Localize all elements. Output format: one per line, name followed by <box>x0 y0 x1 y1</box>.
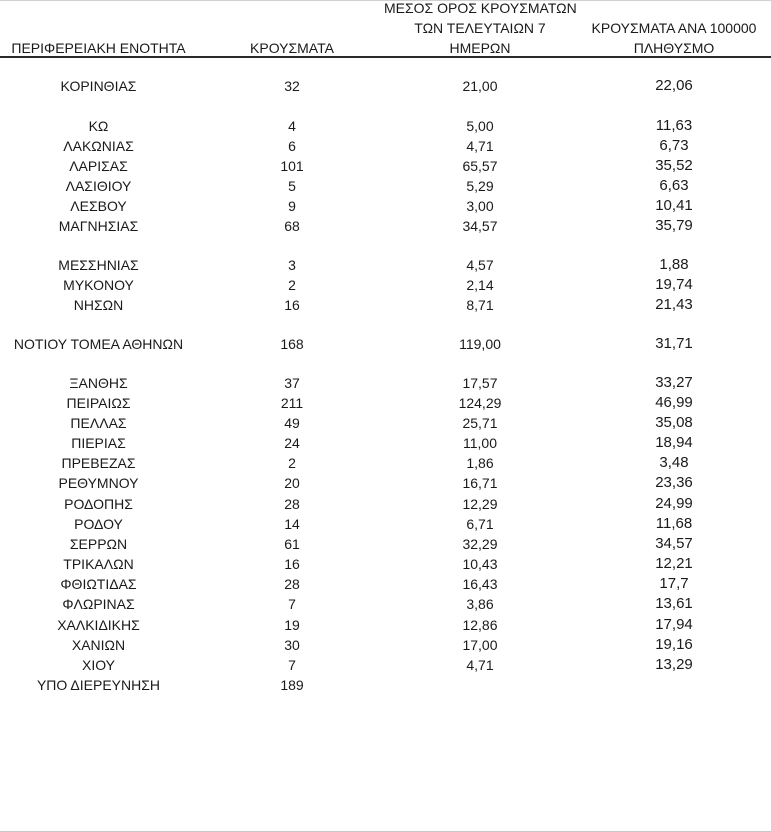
cases-value: 7 <box>288 596 296 612</box>
average-value: 4,71 <box>466 138 494 154</box>
region-name: ΧΑΛΚΙΔΙΚΗΣ <box>57 617 140 633</box>
cases-value: 4 <box>288 118 296 134</box>
region-name: ΦΘΙΩΤΙΔΑΣ <box>60 576 137 592</box>
average-value: 25,71 <box>462 415 498 431</box>
header-average-line: ΤΩΝ ΤΕΛΕΥΤΑΙΩΝ 7 <box>414 20 546 36</box>
average-value: 4,57 <box>466 257 494 273</box>
table-row <box>0 413 771 433</box>
table-row <box>0 594 771 614</box>
average-value: 17,00 <box>462 637 498 653</box>
table-row <box>0 295 771 315</box>
region-name: ΜΕΣΣΗΝΙΑΣ <box>58 257 139 273</box>
average-value: 5,29 <box>466 178 494 194</box>
region-name: ΥΠΟ ΔΙΕΡΕΥΝΗΣΗ <box>36 677 161 693</box>
header-cases <box>242 38 342 58</box>
header-average-line: ΗΜΕΡΩΝ <box>449 40 511 56</box>
per-100k-value: 1,88 <box>659 256 689 273</box>
cases-value: 101 <box>280 158 304 174</box>
cases-value: 68 <box>284 218 300 234</box>
region-name: ΣΕΡΡΩΝ <box>69 536 128 552</box>
cases-value: 3 <box>288 257 296 273</box>
cases-value: 37 <box>284 375 300 391</box>
cases-value: 24 <box>284 435 300 451</box>
per-100k-value: 21,43 <box>655 296 693 313</box>
cases-value: 211 <box>280 395 304 411</box>
cases-value: 28 <box>284 576 300 592</box>
per-100k-value: 18,94 <box>655 434 693 451</box>
cases-value: 14 <box>284 516 300 532</box>
table-row <box>0 176 771 196</box>
region-name: ΛΑΚΩΝΙΑΣ <box>63 138 134 154</box>
average-value: 12,86 <box>462 617 498 633</box>
average-value: 21,00 <box>462 78 498 94</box>
average-value: 8,71 <box>466 297 494 313</box>
cases-value: 6 <box>288 138 296 154</box>
cases-value: 168 <box>280 336 304 352</box>
table-row <box>0 275 771 295</box>
cases-value: 189 <box>280 677 304 693</box>
average-value: 1,86 <box>466 455 494 471</box>
region-name: ΠΕΛΛΑΣ <box>70 415 127 431</box>
header-region-label: ΠΕΡΙΦΕΡΕΙΑΚΗ ΕΝΟΤΗΤΑ <box>11 40 186 56</box>
table-row <box>0 255 771 275</box>
per-100k-value: 35,79 <box>655 217 693 234</box>
cases-value: 30 <box>284 637 300 653</box>
region-name: ΧΙΟΥ <box>81 657 115 673</box>
average-value: 34,57 <box>462 218 498 234</box>
table-row <box>0 156 771 176</box>
average-value: 12,29 <box>462 496 498 512</box>
table-row <box>0 635 771 655</box>
header-per-100k <box>578 18 770 58</box>
per-100k-value: 33,27 <box>655 374 693 391</box>
table-row <box>0 473 771 493</box>
table-row <box>0 534 771 554</box>
table-row <box>0 453 771 473</box>
cases-value: 9 <box>288 198 296 214</box>
cases-value: 49 <box>284 415 300 431</box>
average-value: 11,00 <box>463 435 497 451</box>
table-row <box>0 433 771 453</box>
table-row <box>0 116 771 136</box>
region-name: ΛΕΣΒΟΥ <box>70 198 127 214</box>
cases-value: 16 <box>284 556 300 572</box>
region-name: ΤΡΙΚΑΛΩΝ <box>63 556 134 572</box>
header-average-line: ΜΕΣΟΣ ΟΡΟΣ ΚΡΟΥΣΜΑΤΩΝ <box>384 0 577 16</box>
per-100k-value: 19,16 <box>655 636 693 653</box>
cases-value: 2 <box>288 277 296 293</box>
header-average <box>384 0 576 58</box>
per-100k-value: 12,21 <box>655 555 693 572</box>
per-100k-value: 46,99 <box>655 394 693 411</box>
table-row <box>0 76 771 96</box>
region-name: ΝΗΣΩΝ <box>73 297 124 313</box>
region-name: ΦΛΩΡΙΝΑΣ <box>62 596 135 612</box>
cases-value: 32 <box>284 78 300 94</box>
per-100k-value: 13,29 <box>655 656 693 673</box>
table-row <box>0 136 771 156</box>
average-value: 16,71 <box>462 475 498 491</box>
average-value: 32,29 <box>462 536 498 552</box>
table-row <box>0 574 771 594</box>
cases-value: 2 <box>288 455 296 471</box>
per-100k-value: 10,41 <box>655 197 693 214</box>
average-value: 124,29 <box>458 395 502 411</box>
table-row <box>0 514 771 534</box>
average-value: 4,71 <box>466 657 494 673</box>
average-value: 3,86 <box>466 596 494 612</box>
table-row <box>0 216 771 236</box>
region-name: ΞΑΝΘΗΣ <box>69 375 128 391</box>
region-name: ΚΟΡΙΝΘΙΑΣ <box>60 78 137 94</box>
table-row <box>0 615 771 635</box>
per-100k-value: 23,36 <box>655 474 693 491</box>
table-row <box>0 554 771 574</box>
header-rule <box>0 56 771 58</box>
region-name: ΚΩ <box>88 118 109 134</box>
region-name: ΡΟΔΟΥ <box>74 516 123 532</box>
cases-value: 20 <box>284 475 300 491</box>
region-name: ΛΑΡΙΣΑΣ <box>69 158 128 174</box>
per-100k-value: 13,61 <box>655 595 693 612</box>
average-value: 3,00 <box>466 198 494 214</box>
header-per-100k-line: ΚΡΟΥΣΜΑΤΑ ΑΝΑ 100000 <box>591 20 757 36</box>
per-100k-value: 34,57 <box>655 535 693 552</box>
average-value: 2,14 <box>466 277 494 293</box>
region-name: ΛΑΣΙΘΙΟΥ <box>65 178 132 194</box>
per-100k-value: 22,06 <box>655 77 693 94</box>
table-row <box>0 393 771 413</box>
per-100k-value: 35,08 <box>655 414 693 431</box>
region-name: ΡΕΘΥΜΝΟΥ <box>58 475 139 491</box>
per-100k-value: 6,63 <box>659 177 689 194</box>
cases-value: 28 <box>284 496 300 512</box>
region-name: ΠΡΕΒΕΖΑΣ <box>61 455 136 471</box>
header-region <box>0 38 197 58</box>
table-row <box>0 655 771 675</box>
average-value: 10,43 <box>462 556 498 572</box>
header-cases-label: ΚΡΟΥΣΜΑΤΑ <box>250 40 334 56</box>
header-per-100k-line: ΠΛΗΘΥΣΜΟ <box>633 40 715 56</box>
per-100k-value: 11,63 <box>655 117 693 134</box>
region-name: ΧΑΝΙΩΝ <box>71 637 126 653</box>
average-value: 17,57 <box>462 375 498 391</box>
per-100k-value: 11,68 <box>655 515 693 532</box>
table-row <box>0 373 771 393</box>
cases-value: 19 <box>284 617 300 633</box>
average-value: 119,00 <box>459 336 501 352</box>
region-name: ΝΟΤΙΟΥ ΤΟΜΕΑ ΑΘΗΝΩΝ <box>13 336 184 352</box>
per-100k-value: 3,48 <box>659 454 689 471</box>
average-value: 5,00 <box>466 118 494 134</box>
table-row <box>0 494 771 514</box>
region-name: ΠΕΙΡΑΙΩΣ <box>66 395 131 411</box>
table-row <box>0 334 771 354</box>
cases-value: 61 <box>284 536 300 552</box>
per-100k-value: 17,7 <box>659 575 689 592</box>
per-100k-value: 31,71 <box>655 335 693 352</box>
average-value: 65,57 <box>462 158 498 174</box>
per-100k-value: 35,52 <box>655 157 693 174</box>
cases-value: 5 <box>288 178 296 194</box>
average-value: 6,71 <box>466 516 494 532</box>
per-100k-value: 19,74 <box>655 276 693 293</box>
cases-value: 16 <box>284 297 300 313</box>
region-name: ΜΑΓΝΗΣΙΑΣ <box>58 218 139 234</box>
table-row <box>0 675 771 695</box>
cases-value: 7 <box>288 657 296 673</box>
average-value: 16,43 <box>462 576 498 592</box>
table-row <box>0 196 771 216</box>
region-name: ΠΙΕΡΙΑΣ <box>71 435 126 451</box>
per-100k-value: 6,73 <box>659 137 689 154</box>
region-name: ΜΥΚΟΝΟΥ <box>63 277 134 293</box>
per-100k-value: 17,94 <box>655 616 693 633</box>
per-100k-value: 24,99 <box>655 495 693 512</box>
region-name: ΡΟΔΟΠΗΣ <box>64 496 133 512</box>
